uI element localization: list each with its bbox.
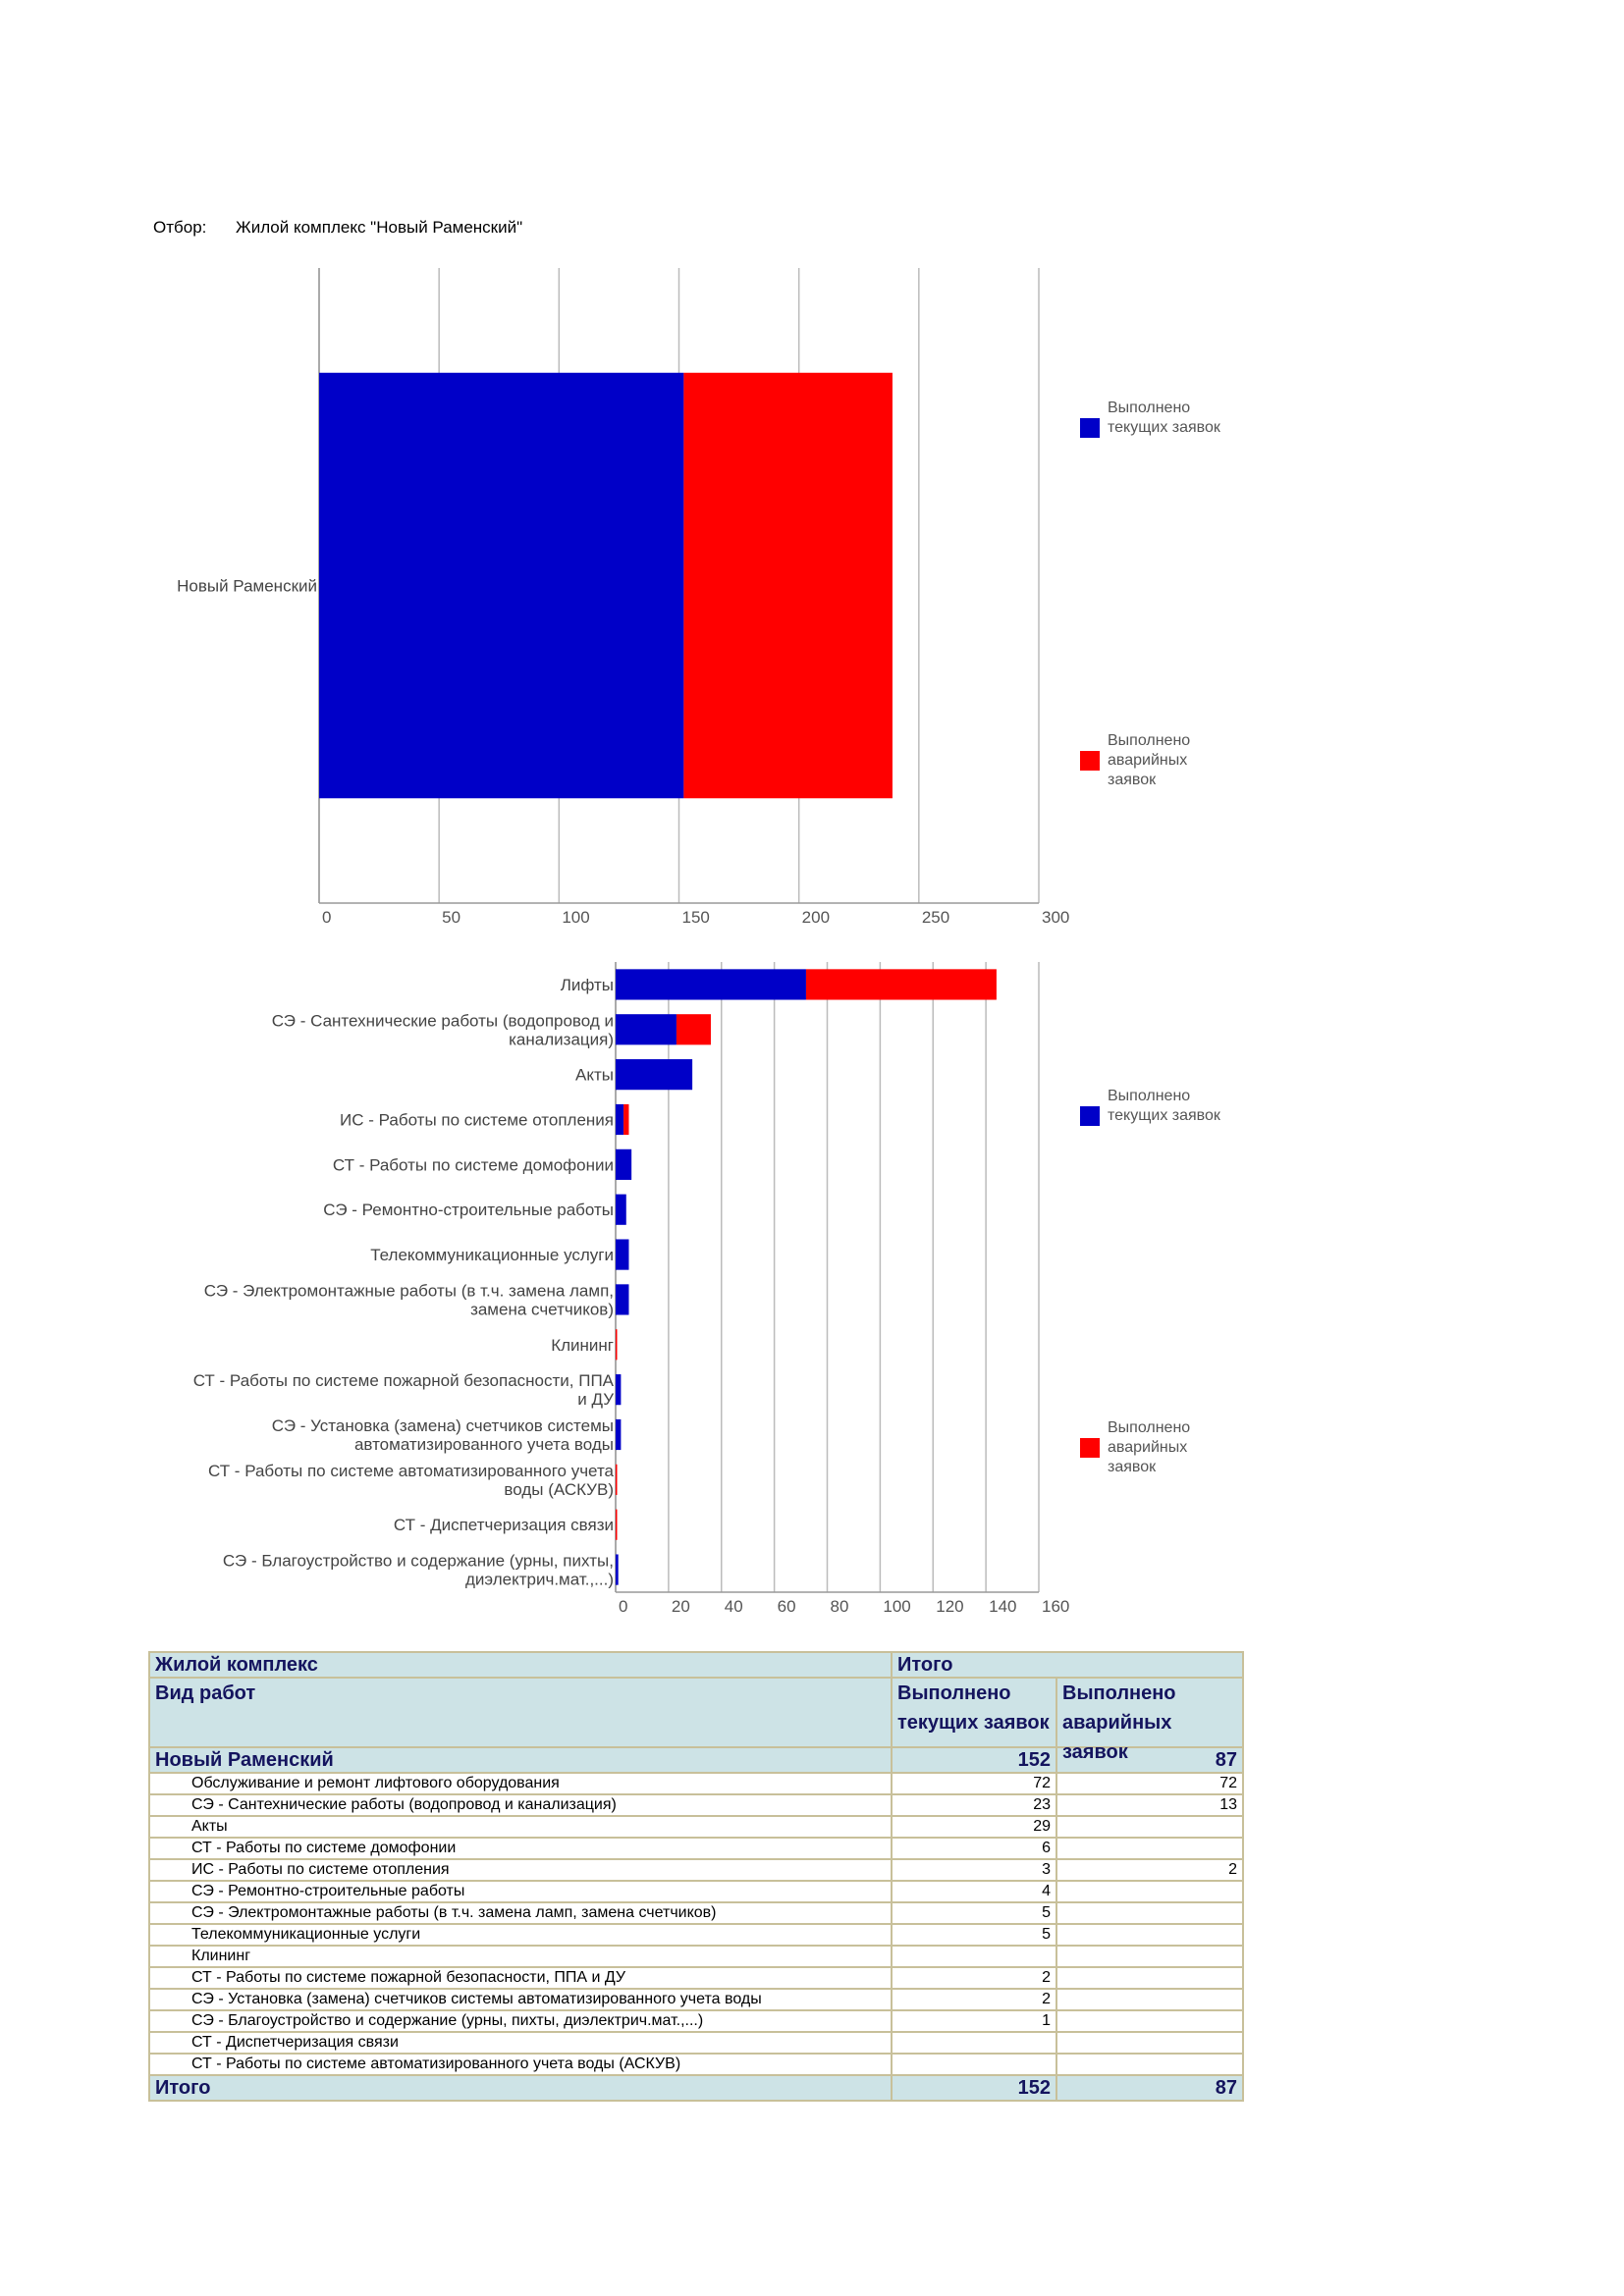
legend-current-text: текущих заявок bbox=[1108, 419, 1220, 436]
bar-emergency bbox=[623, 1104, 628, 1135]
x-tick-label: 100 bbox=[562, 908, 590, 927]
category-label: ИС - Работы по системе отопления bbox=[340, 1110, 614, 1130]
table-row bbox=[149, 1881, 1243, 1902]
table-row bbox=[149, 1773, 1243, 1794]
row-name: Телекоммуникационные услуги bbox=[149, 1924, 892, 1946]
row-current: 4 bbox=[892, 1881, 1056, 1902]
header-complex: Жилой комплекс bbox=[149, 1652, 892, 1678]
category-label: канализация) bbox=[509, 1030, 614, 1049]
row-emergency bbox=[1056, 2054, 1243, 2075]
report-table bbox=[148, 1651, 1244, 2102]
category-label: Акты bbox=[575, 1065, 614, 1085]
legend-current-swatch bbox=[1080, 1106, 1100, 1126]
row-emergency bbox=[1056, 1924, 1243, 1946]
row-emergency: 2 bbox=[1056, 1859, 1243, 1881]
table-row bbox=[149, 2032, 1243, 2054]
row-name: СЭ - Благоустройство и содержание (урны, пихты, диэлектрич.мат.,...) bbox=[149, 2010, 892, 2032]
bar-zero bbox=[616, 1465, 618, 1495]
table-row bbox=[149, 1989, 1243, 2010]
x-tick-label: 160 bbox=[1042, 1597, 1070, 1616]
legend-current-text: текущих заявок bbox=[1108, 1107, 1220, 1124]
x-tick-label: 140 bbox=[989, 1597, 1017, 1616]
row-emergency bbox=[1056, 1946, 1243, 1967]
bar-emergency bbox=[806, 969, 997, 999]
filter-value: Жилой комплекс "Новый Раменский" bbox=[236, 218, 523, 237]
table-row bbox=[149, 2010, 1243, 2032]
group-name: Новый Раменский bbox=[149, 1747, 892, 1773]
x-tick-label: 40 bbox=[724, 1597, 743, 1616]
category-label: СЭ - Установка (замена) счетчиков системы bbox=[271, 1416, 614, 1435]
table-row bbox=[149, 1859, 1243, 1881]
row-emergency bbox=[1056, 1967, 1243, 1989]
row-name: СЭ - Установка (замена) счетчиков системы автоматизированного учета воды bbox=[149, 1989, 892, 2010]
row-current: 6 bbox=[892, 1838, 1056, 1859]
bar-current bbox=[616, 1554, 619, 1584]
category-label: замена счетчиков) bbox=[470, 1300, 614, 1319]
row-current: 2 bbox=[892, 1967, 1056, 1989]
row-current: 1 bbox=[892, 2010, 1056, 2032]
row-emergency: 72 bbox=[1056, 1773, 1243, 1794]
row-name: Акты bbox=[149, 1816, 892, 1838]
row-emergency bbox=[1056, 1881, 1243, 1902]
table-row bbox=[149, 1902, 1243, 1924]
total-label: Итого bbox=[149, 2075, 892, 2101]
x-tick-label: 100 bbox=[883, 1597, 911, 1616]
category-label: Новый Раменский bbox=[177, 576, 317, 596]
bar-current bbox=[616, 1239, 628, 1269]
table-row bbox=[149, 1816, 1243, 1838]
legend-emergency-text: аварийных bbox=[1108, 1439, 1188, 1456]
row-current: 5 bbox=[892, 1902, 1056, 1924]
row-emergency bbox=[1056, 1902, 1243, 1924]
row-current: 5 bbox=[892, 1924, 1056, 1946]
legend-emergency-text: Выполнено bbox=[1108, 1419, 1191, 1436]
category-label: СЭ - Электромонтажные работы (в т.ч. замена ламп, bbox=[203, 1281, 614, 1301]
row-name: Клининг bbox=[149, 1946, 892, 1967]
category-label: СТ - Работы по системе автоматизированного учета bbox=[207, 1461, 614, 1480]
category-label: СТ - Работы по системе пожарной безопасности, ППА bbox=[192, 1371, 614, 1391]
legend-current-text: Выполнено bbox=[1108, 1088, 1191, 1104]
bar-current bbox=[616, 969, 806, 999]
x-tick-label: 200 bbox=[801, 908, 831, 927]
x-tick-label: 300 bbox=[1042, 908, 1070, 927]
x-tick-label: 120 bbox=[936, 1597, 964, 1616]
category-label: СЭ - Ремонтно-строительные работы bbox=[323, 1201, 614, 1220]
row-current bbox=[892, 1946, 1056, 1967]
row-name: Обслуживание и ремонт лифтового оборудования bbox=[149, 1773, 892, 1794]
legend-emergency-swatch bbox=[1080, 1438, 1100, 1458]
legend-current-text: Выполнено bbox=[1108, 400, 1191, 416]
header-total: Итого bbox=[892, 1652, 1243, 1678]
x-tick-label: 250 bbox=[921, 908, 950, 927]
bar-current bbox=[616, 1284, 628, 1314]
legend-emergency-text: Выполнено bbox=[1108, 732, 1191, 749]
bar-current bbox=[616, 1419, 621, 1450]
row-current: 29 bbox=[892, 1816, 1056, 1838]
table-row bbox=[149, 1794, 1243, 1816]
x-tick-label: 20 bbox=[671, 1597, 690, 1616]
row-name: СЭ - Ремонтно-строительные работы bbox=[149, 1881, 892, 1902]
total-emergency: 87 bbox=[1056, 2075, 1243, 2101]
row-emergency bbox=[1056, 1838, 1243, 1859]
row-emergency bbox=[1056, 2032, 1243, 2054]
category-label: СЭ - Благоустройство и содержание (урны, пихты, bbox=[222, 1551, 614, 1571]
row-name: СТ - Работы по системе автоматизированного учета воды (АСКУВ) bbox=[149, 2054, 892, 2075]
category-label: диэлектрич.мат.,...) bbox=[465, 1570, 614, 1589]
row-current bbox=[892, 2032, 1056, 2054]
group-current: 152 bbox=[892, 1747, 1056, 1773]
table-row bbox=[149, 1967, 1243, 1989]
row-current: 3 bbox=[892, 1859, 1056, 1881]
row-emergency bbox=[1056, 1816, 1243, 1838]
total-current: 152 bbox=[892, 2075, 1056, 2101]
row-name: ИС - Работы по системе отопления bbox=[149, 1859, 892, 1881]
header-work-type: Вид работ bbox=[149, 1678, 892, 1747]
filter-label: Отбор: bbox=[153, 218, 207, 237]
row-current: 2 bbox=[892, 1989, 1056, 2010]
table-row bbox=[149, 2054, 1243, 2075]
category-label: автоматизированного учета воды bbox=[353, 1435, 614, 1454]
row-name: СЭ - Сантехнические работы (водопровод и канализация) bbox=[149, 1794, 892, 1816]
x-tick-label: 50 bbox=[442, 908, 461, 927]
bar-current bbox=[616, 1374, 621, 1405]
bar-current bbox=[616, 1149, 631, 1180]
bar-zero bbox=[616, 1510, 618, 1540]
row-current: 72 bbox=[892, 1773, 1056, 1794]
table-row bbox=[149, 1924, 1243, 1946]
category-label: Телекоммуникационные услуги bbox=[370, 1246, 614, 1265]
x-tick-label: 150 bbox=[681, 908, 710, 927]
category-label: СТ - Диспетчеризация связи bbox=[393, 1516, 614, 1535]
category-label: Лифты bbox=[560, 975, 614, 994]
row-name: СТ - Работы по системе пожарной безопасности, ППА и ДУ bbox=[149, 1967, 892, 1989]
legend-emergency-text: заявок bbox=[1108, 772, 1157, 788]
bar-current bbox=[616, 1014, 677, 1044]
row-emergency bbox=[1056, 1989, 1243, 2010]
header-emergency: Выполнено аварийных заявок bbox=[1056, 1678, 1243, 1747]
row-name: СЭ - Электромонтажные работы (в т.ч. замена ламп, замена счетчиков) bbox=[149, 1902, 892, 1924]
category-label: СТ - Работы по системе домофонии bbox=[332, 1155, 614, 1175]
bar-emergency bbox=[677, 1014, 711, 1044]
bar-current bbox=[616, 1104, 623, 1135]
row-current bbox=[892, 2054, 1056, 2075]
x-tick-label: 60 bbox=[777, 1597, 796, 1616]
category-label: воды (АСКУВ) bbox=[504, 1479, 614, 1499]
row-emergency bbox=[1056, 2010, 1243, 2032]
header-current: Выполнено текущих заявок bbox=[892, 1678, 1056, 1747]
bar-current bbox=[616, 1195, 626, 1225]
x-tick-label: 0 bbox=[619, 1597, 628, 1616]
category-label: и ДУ bbox=[577, 1390, 614, 1410]
x-tick-label: 0 bbox=[322, 908, 332, 927]
row-emergency: 13 bbox=[1056, 1794, 1243, 1816]
row-current: 23 bbox=[892, 1794, 1056, 1816]
category-label: Клининг bbox=[551, 1335, 614, 1355]
category-label: СЭ - Сантехнические работы (водопровод и bbox=[271, 1011, 614, 1031]
x-tick-label: 80 bbox=[830, 1597, 849, 1616]
legend-emergency-text: заявок bbox=[1108, 1459, 1157, 1475]
row-name: СТ - Работы по системе домофонии bbox=[149, 1838, 892, 1859]
legend-emergency-text: аварийных bbox=[1108, 752, 1188, 769]
table-row bbox=[149, 1838, 1243, 1859]
table-row bbox=[149, 1946, 1243, 1967]
bar-current bbox=[616, 1059, 692, 1090]
group-emergency: 87 bbox=[1056, 1747, 1243, 1773]
bar-zero bbox=[616, 1329, 618, 1360]
row-name: СТ - Диспетчеризация связи bbox=[149, 2032, 892, 2054]
